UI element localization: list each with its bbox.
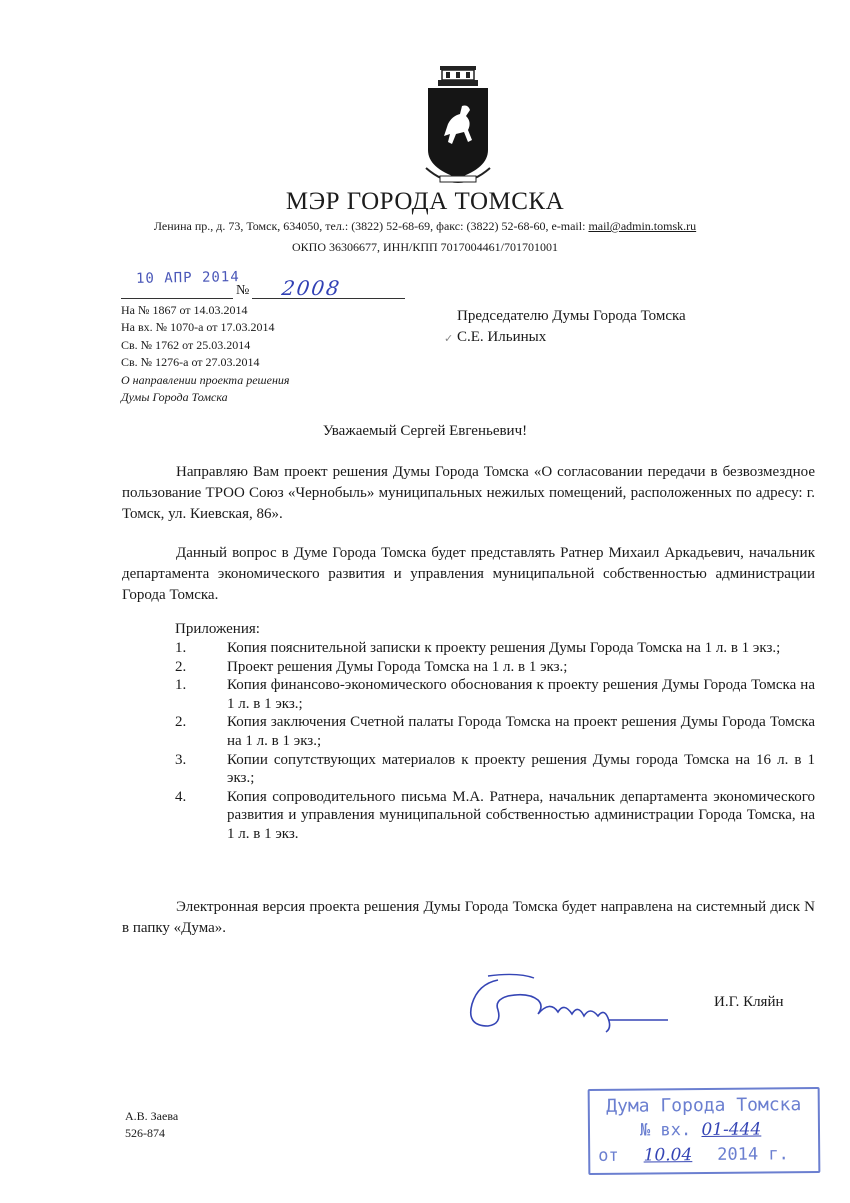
addressee-block	[457, 306, 686, 348]
subject-line: О направлении проекта решения	[121, 372, 290, 387]
executor-phone: 526-874	[125, 1126, 165, 1140]
addressee-name: С.Е. Ильиных	[457, 329, 547, 345]
attachment-text: Копия сопроводительного письма М.А. Ратнера, начальник департамента экономического развития и управления муниципальной собственностью администрации Города Томска, на 1 л. в 1 экз.	[227, 788, 815, 842]
attachments-title: Приложения:	[175, 621, 260, 637]
attachment-number: 1.	[175, 640, 187, 656]
stamp-number-row	[640, 1120, 761, 1141]
attachment-number: 3.	[175, 751, 187, 768]
paragraph-main: Направляю Вам проект решения Думы Города Томска «О согласовании передачи в безвозмездное пользование ТРОО Союз «Чернобыль» муниципальных нежилых помещений, расположенных по адресу: г. Томск, ул. Киевская, 86».	[122, 464, 815, 522]
stamp-title: Дума Города Томска	[606, 1094, 802, 1117]
address-text: Ленина пр., д. 73, Томск, 634050, тел.: (3822) 52-68-69, факс: (3822) 52-68-60, e-mail:	[153, 219, 589, 233]
greeting: Уважаемый Сергей Евгеньевич!	[322, 423, 528, 439]
number-label: №	[236, 283, 250, 298]
stamp-date-row	[598, 1144, 789, 1166]
attachment-item	[175, 639, 815, 658]
executor-block	[125, 1108, 178, 1142]
references-block	[121, 302, 289, 406]
attachment-item	[175, 658, 815, 677]
attachment-text: Проект решения Думы Города Томска на 1 л. в 1 экз.;	[227, 658, 568, 675]
paragraph-representative: Данный вопрос в Думе Города Томска будет представлять Ратнер Михаил Аркадьевич, начальник департамента экономического развития и управления муниципальной собственностью администрации Города Томска.	[122, 545, 815, 603]
okpo-line: ОКПО 36306677, ИНН/КПП 7017004461/701701001	[291, 240, 558, 254]
check-mark-icon: ✓	[444, 333, 454, 345]
attachment-text: Копия заключения Счетной палаты Города Томска на проект решения Думы Города Томска на 1 л. в 1 экз.;	[227, 714, 815, 749]
email-link[interactable]: mail@admin.tomsk.ru	[588, 219, 697, 233]
stamp-date-prefix: от	[598, 1145, 619, 1166]
reference-line: Св. № 1762 от 25.03.2014	[121, 337, 251, 352]
attachment-item	[175, 713, 815, 750]
contact-address	[0, 219, 850, 234]
outgoing-number-handwritten: 2008	[280, 276, 343, 300]
stamp-number-label: № вх.	[639, 1120, 692, 1141]
reference-line: На вх. № 1070-а от 17.03.2014	[121, 320, 275, 335]
handwritten-signature-icon	[458, 970, 678, 1040]
stamp-number-handwritten: 01-444	[701, 1119, 762, 1141]
signatory-name: И.Г. Кляйн	[714, 994, 784, 1010]
attachment-number: 2.	[175, 714, 187, 731]
reference-line: На № 1867 от 14.03.2014	[121, 303, 248, 317]
paragraph-electronic-version: Электронная версия проекта решения Думы Города Томска будет направлена на системный диск N в папку «Дума».	[122, 899, 815, 936]
stamp-year: 2014	[717, 1144, 759, 1165]
date-underline	[121, 298, 233, 299]
attachment-number: 4.	[175, 788, 187, 805]
attachment-text: Копии сопутствующих материалов к проекту решения Думы города Томска на 16 л. в 1 экз.;	[227, 751, 815, 787]
outgoing-date-stamp: 10 АПР 2014	[135, 269, 240, 287]
attachment-number: 2.	[175, 658, 187, 675]
addressee-position: Председателю Думы Города Томска	[457, 308, 686, 324]
stamp-year-suffix: г.	[768, 1144, 789, 1165]
attachment-number: 1.	[175, 677, 187, 694]
attachment-item	[175, 751, 815, 788]
attachments-list	[175, 639, 815, 844]
attachment-item	[175, 676, 815, 713]
reference-line: Св. № 1276-а от 27.03.2014	[121, 355, 260, 370]
incoming-registration-stamp	[588, 1087, 821, 1175]
tomsk-coat-of-arms-icon	[422, 64, 494, 188]
document-title: МЭР ГОРОДА ТОМСКА	[285, 188, 565, 215]
attachment-item	[175, 788, 815, 844]
attachment-text: Копия пояснительной записки к проекту решения Думы Города Томска на 1 л. в 1 экз.;	[227, 640, 781, 656]
executor-name: А.В. Заева	[125, 1109, 179, 1123]
subject-line: Думы Города Томска	[121, 390, 228, 405]
stamp-date-handwritten: 10.04	[643, 1145, 693, 1166]
attachment-text: Копия финансово-экономического обоснования к проекту решения Думы Города Томска на 1 л. в 1 экз.;	[227, 677, 815, 712]
